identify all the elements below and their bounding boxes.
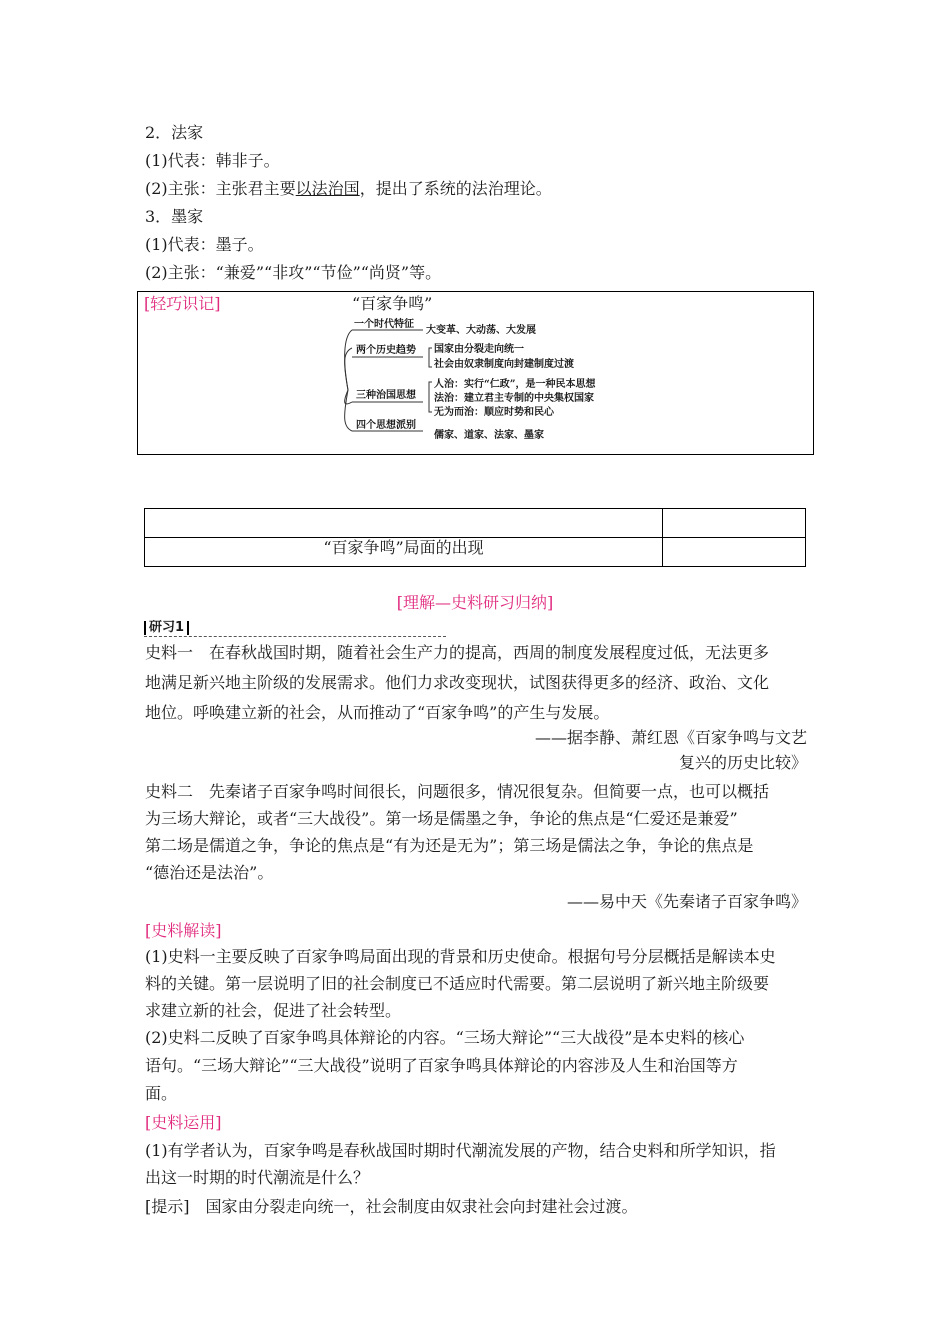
- source2-line-1: 史料二 先秦诸子百家争鸣时间很长，问题很多，情况很复杂。但简要一点，也可以概括: [145, 782, 770, 801]
- mindmap-node-3-c: 无为而治：顺应时势和民心: [434, 407, 554, 418]
- mindmap-node-2-b: 社会由奴隶制度向封建制度过渡: [434, 359, 574, 370]
- interpret-p1-line-3: 求建立新的社会，促进了社会转型。: [145, 1001, 402, 1020]
- source1-line-2: 地满足新兴地主阶级的发展需求。他们力求改变现状，试图获得更多的经济、政治、文化: [145, 673, 770, 692]
- mindmap-node-3-b: 法治：建立君主专制的中央集权国家: [434, 393, 594, 404]
- source1-line-3: 地位。呼唤建立新的社会，从而推动了“百家争鸣”的产生与发展。: [145, 703, 610, 722]
- mindmap-node-1: 一个时代特征: [354, 319, 414, 330]
- source1-citation-2: 复兴的历史比较》: [678, 753, 807, 772]
- mindmap-node-2-a: 国家由分裂走向统一: [434, 344, 524, 355]
- interpret-p2-line-2: 语句。“三场大辩论”“三大战役”说明了百家争鸣具体辩论的内容涉及人生和治国等方: [145, 1056, 738, 1075]
- section-tag: [理解—史料研习归纳]: [396, 593, 554, 612]
- legalist-claim: [145, 178, 552, 200]
- source2-line-3: 第二场是儒道之争，争论的焦点是“有为还是无为”；第三场是儒法之争，争论的焦点是: [145, 836, 754, 855]
- mindmap-node-1-detail: 大变革、大动荡、大发展: [426, 325, 536, 336]
- hint-tag: [提示]: [145, 1197, 190, 1216]
- source1-citation-1: ——据李静、萧红恩《百家争鸣与文艺: [534, 728, 807, 747]
- apply-question-line-2: 出这一时期的时代潮流是什么？: [145, 1168, 370, 1187]
- source2-line-4: “德治还是法治”。: [145, 863, 274, 882]
- apply-question-line-1: (1)有学者认为，百家争鸣是春秋战国时期时代潮流发展的产物，结合史料和所学知识，指: [145, 1141, 776, 1160]
- section-title-table: [144, 508, 806, 567]
- legalist-claim-pre: (2)主张：主张君主要: [145, 179, 296, 198]
- interpret-p1-line-2: 料的关键。第一层说明了旧的社会制度已不适应时代需要。第二层说明了新兴地主阶级要: [145, 974, 770, 993]
- interpret-tag: [史料解读]: [145, 921, 222, 940]
- mindmap-node-2: 两个历史趋势: [356, 345, 416, 356]
- mindmap-node-3: 三种治国思想: [356, 390, 416, 401]
- interpret-p2-line-3: 面。: [145, 1084, 178, 1103]
- legalist-claim-post: ，提出了系统的法治理论。: [359, 179, 552, 198]
- mohist-representative: (1)代表：墨子。: [145, 235, 264, 254]
- hint-text: 国家由分裂走向统一，社会制度由奴隶社会向封建社会过渡。: [205, 1197, 638, 1216]
- interpret-p2-line-1: (2)史料二反映了百家争鸣具体辩论的内容。“三场大辩论”“三大战役”是本史料的核心: [145, 1028, 745, 1047]
- legalist-representative: (1)代表：韩非子。: [145, 151, 280, 170]
- apply-hint: [145, 1196, 638, 1218]
- source2-citation: ——易中天《先秦诸子百家争鸣》: [566, 892, 807, 911]
- memo-title: “百家争鸣”: [352, 294, 433, 313]
- interpret-p1-line-1: (1)史料一主要反映了百家争鸣局面出现的背景和历史使命。根据句号分层概括是解读本史: [145, 947, 776, 966]
- study-divider: [144, 636, 446, 637]
- memo-tag: [轻巧识记]: [144, 294, 221, 313]
- mindmap-node-3-a: 人治：实行“仁政”，是一种民本思想: [434, 379, 596, 390]
- table-empty-cell-right: [663, 509, 806, 538]
- source2-line-2: 为三场大辩论，或者“三大战役”。第一场是儒墨之争，争论的焦点是“仁爱还是兼爱”: [145, 809, 738, 828]
- mohist-claim: (2)主张：“兼爱”“非攻”“节俭”“尚贤”等。: [145, 263, 442, 282]
- table-title: “百家争鸣”局面的出现: [145, 538, 663, 567]
- study-tag: 研习1: [144, 621, 189, 635]
- legalist-heading: 2．法家: [145, 123, 204, 142]
- mindmap-node-4-detail: 儒家、道家、法家、墨家: [434, 430, 544, 441]
- apply-tag: [史料运用]: [145, 1113, 222, 1132]
- mindmap-node-4: 四个思想派别: [356, 420, 416, 431]
- mohist-heading: 3．墨家: [145, 207, 204, 226]
- table-empty-cell-right-2: [663, 538, 806, 567]
- legalist-claim-underlined: 以法治国: [295, 179, 360, 198]
- memo-box: [137, 291, 814, 455]
- table-empty-cell: [145, 509, 663, 538]
- source1-line-1: 史料一 在春秋战国时期，随着社会生产力的提高，西周的制度发展程度过低，无法更多: [145, 643, 770, 662]
